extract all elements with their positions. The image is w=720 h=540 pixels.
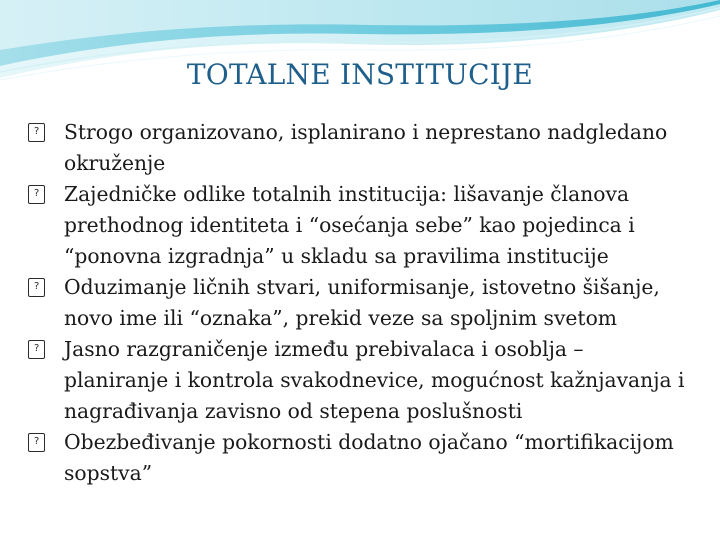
bullet-text: Zajedničke odlike totalnih institucija: lišavanje članova prethodnog identiteta i “osećanja sebe” kao pojedinca i “ponovna izgradnja” u skladu sa pravilima institucije [64, 182, 635, 268]
list-item [28, 179, 693, 272]
list-item [28, 272, 693, 334]
bullet-list [28, 117, 693, 489]
list-item [28, 334, 693, 427]
bullet-text: Strogo organizovano, isplanirano i neprestano nadgledano okruženje [64, 120, 668, 175]
bullet-text: Obezbeđivanje pokornosti dodatno ojačano “mortifikacijom sopstva” [64, 430, 674, 485]
slide-title: TOTALNE INSTITUCIJE [186, 58, 534, 91]
missing-glyph-box-icon: ? [28, 278, 45, 297]
list-item [28, 427, 693, 489]
missing-glyph-box-icon: ? [28, 185, 45, 204]
missing-glyph-box-icon: ? [28, 340, 45, 359]
list-item [28, 117, 693, 179]
bullet-text: Oduzimanje ličnih stvari, uniformisanje, istovetno šišanje, novo ime ili “oznaka”, prekid veze sa spoljnim svetom [64, 275, 660, 330]
bullet-text: Jasno razgraničenje između prebivalaca i osoblja – planiranje i kontrola svakodnevice, mogućnost kažnjavanja i nagrađivanja zavisno od stepena poslušnosti [64, 337, 685, 423]
missing-glyph-box-icon: ? [28, 433, 45, 452]
missing-glyph-box-icon: ? [28, 123, 45, 142]
